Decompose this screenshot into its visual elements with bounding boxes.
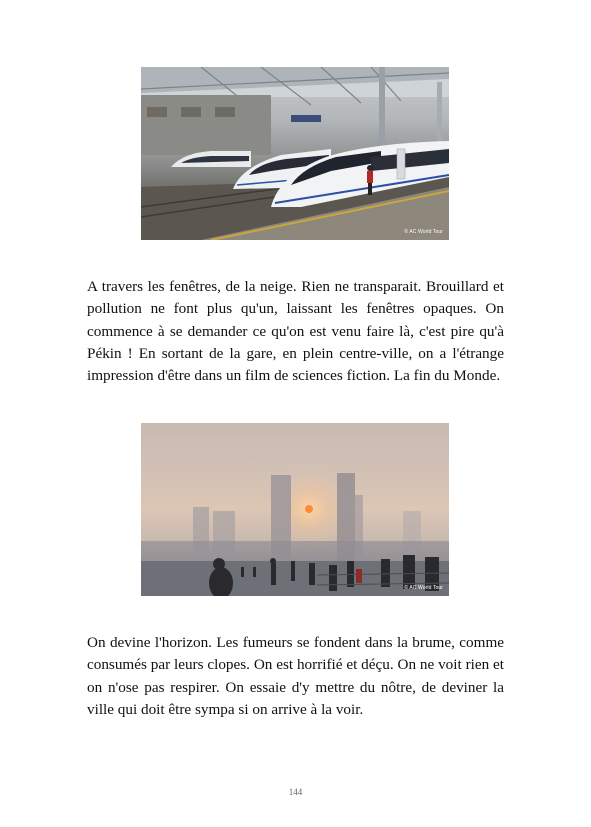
- photo-watermark: © AC World Tour: [404, 585, 443, 591]
- page-number: 144: [288, 787, 303, 797]
- smog-city-photo: [141, 423, 449, 596]
- train-station-photo: [141, 67, 449, 240]
- photo-watermark: © AC World Tour: [404, 229, 443, 235]
- body-paragraph: On devine l'horizon. Les fumeurs se fondent dans la brume, comme consumés par leurs clopes. On est horrifié et déçu. On ne voit rien et on n'ose pas respirer. On essaie d'y mettre du nôtre, de deviner la ville qui doit être sympa si on arrive à la voir.: [87, 634, 504, 718]
- body-paragraph: A travers les fenêtres, de la neige. Rien ne transparait. Brouillard et pollution ne font plus qu'un, laissant les fenêtres opaques. On commence à se demander ce qu'on est venu faire là, c'est pire qu'à Pékin ! En sortant de la gare, en plein centre-ville, on a l'étrange impression d'être dans un film de sciences fiction. La fin du Monde.: [87, 278, 504, 385]
